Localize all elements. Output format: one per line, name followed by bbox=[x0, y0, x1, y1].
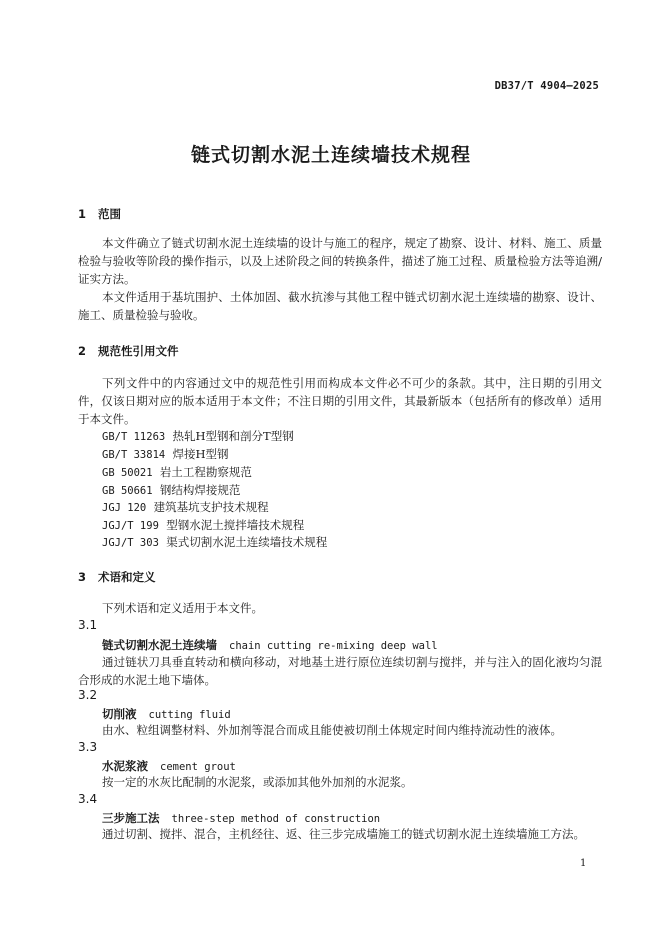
section-number: 3 bbox=[78, 570, 87, 584]
reference-item bbox=[102, 445, 229, 464]
term-name-en: cutting fluid bbox=[148, 709, 231, 721]
section-number: 1 bbox=[78, 207, 87, 221]
reference-name: 焊接H型钢 bbox=[172, 447, 229, 461]
reference-code: GB/T 33814 bbox=[102, 449, 166, 461]
term-name-en: chain cutting re-mixing deep wall bbox=[229, 640, 438, 652]
reference-code: JGJ/T 303 bbox=[102, 537, 159, 549]
section-1-paragraph-2: 本文件适用于基坑围护、土体加固、截水抗渗与其他工程中链式切割水泥土连续墙的勘察、设计、施工、质量检验与验收。 bbox=[78, 290, 602, 322]
reference-code: GB/T 11263 bbox=[102, 431, 166, 443]
reference-item bbox=[102, 533, 327, 552]
term-name-zh: 三步施工法 bbox=[102, 811, 160, 825]
reference-name: 钢结构焊接规范 bbox=[159, 483, 241, 497]
reference-name: 岩土工程勘察规范 bbox=[159, 465, 252, 479]
term-number: 3.2 bbox=[78, 688, 98, 702]
section-title: 范围 bbox=[98, 207, 121, 221]
term-number: 3.1 bbox=[78, 618, 98, 632]
section-title: 术语和定义 bbox=[98, 570, 156, 584]
reference-code: JGJ 120 bbox=[102, 502, 147, 514]
term-definition: 由水、粒组调整材料、外加剂等混合而成且能使被切削土体规定时间内维持流动性的液体。 bbox=[102, 723, 562, 737]
term-name bbox=[102, 706, 231, 722]
reference-name: 热轧H型钢和剖分T型钢 bbox=[172, 429, 294, 443]
section-1-paragraph-1: 本文件确立了链式切割水泥土连续墙的设计与施工的程序，规定了勘察、设计、材料、施工、质量检验与验收等阶段的操作指示，以及上述阶段之间的转换条件，描述了施工过程、质量检验方法等追溯/证实方法。 bbox=[78, 236, 602, 286]
section-3-heading bbox=[78, 569, 156, 585]
term-definition: 按一定的水灰比配制的水泥浆，或添加其他外加剂的水泥浆。 bbox=[102, 775, 413, 789]
term-number: 3.4 bbox=[78, 792, 98, 806]
term-name bbox=[102, 637, 438, 653]
section-1-heading bbox=[78, 206, 121, 222]
page-number: 1 bbox=[580, 858, 587, 869]
term-number: 3.3 bbox=[78, 740, 98, 754]
section-3-intro: 下列术语和定义适用于本文件。 bbox=[102, 601, 263, 615]
term-name bbox=[102, 758, 236, 774]
section-title: 规范性引用文件 bbox=[98, 344, 179, 358]
reference-code: GB 50021 bbox=[102, 467, 153, 479]
term-name bbox=[102, 810, 380, 826]
reference-name: 建筑基坑支护技术规程 bbox=[153, 500, 269, 514]
section-number: 2 bbox=[78, 344, 87, 358]
reference-name: 型钢水泥土搅拌墙技术规程 bbox=[166, 518, 305, 532]
term-name-en: cement grout bbox=[160, 761, 236, 773]
reference-item bbox=[102, 498, 269, 517]
reference-item bbox=[102, 427, 294, 446]
section-2-heading bbox=[78, 343, 179, 359]
term-name-zh: 水泥浆液 bbox=[102, 759, 148, 773]
reference-name: 渠式切割水泥土连续墙技术规程 bbox=[166, 535, 328, 549]
term-name-zh: 链式切割水泥土连续墙 bbox=[102, 638, 217, 652]
reference-code: JGJ/T 199 bbox=[102, 520, 159, 532]
term-name-zh: 切削液 bbox=[102, 707, 137, 721]
reference-code: GB 50661 bbox=[102, 485, 153, 497]
reference-item bbox=[102, 463, 252, 482]
section-2-intro: 下列文件中的内容通过文中的规范性引用而构成本文件必不可少的条款。其中，注日期的引用文件，仅该日期对应的版本适用于本文件；不注日期的引用文件，其最新版本（包括所有的修改单）适用于本文件。 bbox=[78, 376, 602, 426]
term-definition: 通过切割、搅拌、混合，主机经往、返、往三步完成墙施工的链式切割水泥土连续墙施工方法。 bbox=[102, 827, 585, 841]
standard-code: DB37/T 4904—2025 bbox=[494, 80, 599, 92]
term-definition: 通过链状刀具垂直转动和横向移动，对地基土进行原位连续切割与搅拌，并与注入的固化液均匀混合形成的水泥土地下墙体。 bbox=[78, 655, 602, 687]
document-title: 链式切割水泥土连续墙技术规程 bbox=[190, 144, 471, 166]
term-name-en: three-step method of construction bbox=[171, 813, 381, 825]
